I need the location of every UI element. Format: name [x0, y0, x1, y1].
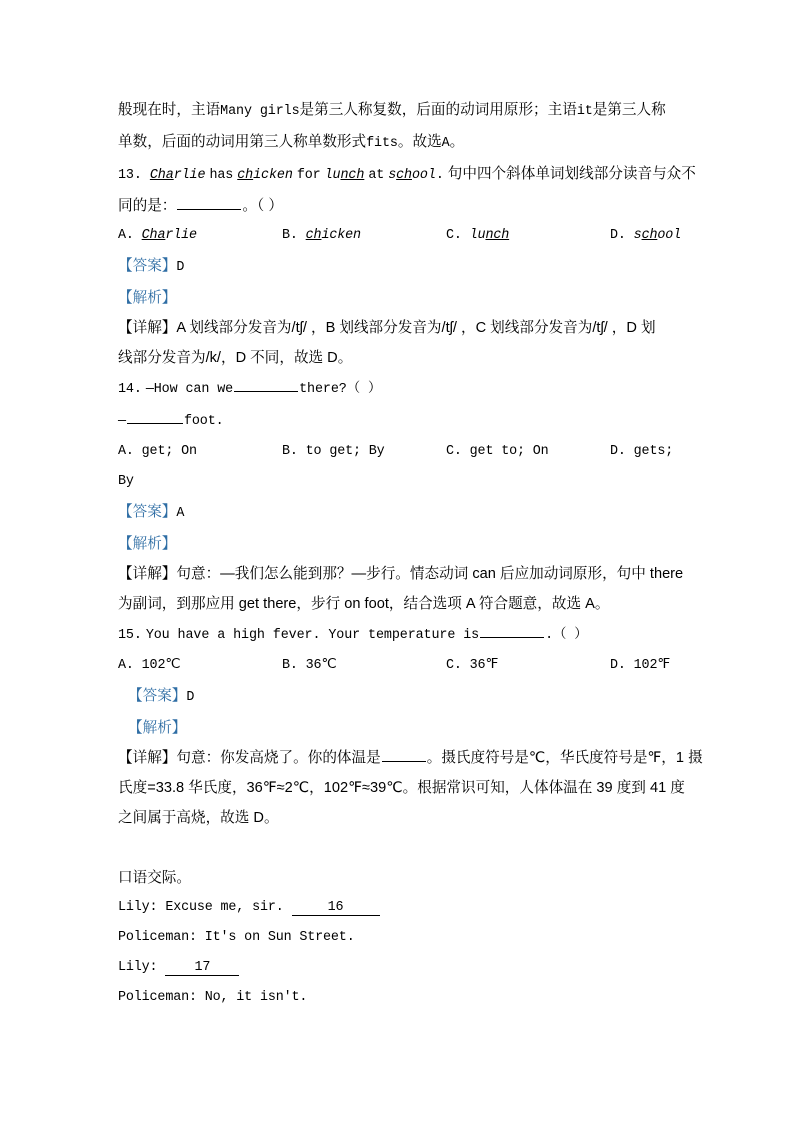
q15-stem-post: .（ ）: [545, 628, 588, 643]
q13-stem-tail: 句中四个斜体单词划线部分读音与众不: [447, 166, 696, 182]
question-15-detail-line2: [118, 773, 685, 803]
section-spacer: [118, 833, 678, 863]
q13-option-a-label: A.: [118, 228, 134, 243]
q12-cont-en-1: Many girls: [220, 104, 300, 119]
question-14-stem-line2: [118, 405, 678, 437]
q14-option-c[interactable]: [446, 437, 549, 467]
q14-option-c-text: get to; On: [469, 444, 549, 459]
q12-cont-text-1: 般现在时，主语: [118, 102, 221, 118]
q13-answer-tag: 【答案】: [118, 258, 177, 274]
q14-stem-pre: —How can we: [145, 382, 234, 397]
q14-option-b-text: to get; By: [305, 444, 385, 459]
q13-option-b-word: chicken: [305, 228, 361, 243]
question-13-analysis: [118, 283, 678, 313]
q13-option-c[interactable]: [446, 221, 509, 251]
q13-word-charlie: Charlie: [149, 168, 206, 183]
question-13-stem-line2: [118, 191, 678, 221]
q15-detail-text-1: 句意：你发高烧了。你的体温是: [176, 750, 381, 766]
q14-detail-text-2: 为副词，到那应用 get there，步行 on foot，结合选项 A 符合题意，故选 A。: [118, 596, 610, 612]
question-15-detail-line3: [118, 803, 678, 833]
q15-option-b[interactable]: [282, 651, 336, 681]
q15-option-d[interactable]: [610, 651, 670, 681]
q15-detail-tag: 【详解】: [118, 750, 177, 766]
q15-option-a-label: A.: [118, 658, 134, 673]
q15-option-b-text: 36℃: [305, 658, 337, 673]
q15-detail-text-1b: 。摄氏度符号是℃，华氏度符号是℉，1 摄: [426, 750, 703, 766]
dialogue-line-3: [118, 953, 678, 983]
q15-option-b-label: B.: [282, 658, 298, 673]
question-13-answer: [118, 251, 678, 283]
q13-number: 13.: [118, 168, 142, 183]
q15-detail-text-2: 氏度=33.8 华氏度，36℉≈2℃，102℉≈39℃。根据常识可知，人体体温在 39 度到 41 度: [118, 780, 685, 796]
question-13-detail-line2: [118, 343, 678, 373]
dialogue-line-1: [118, 893, 678, 923]
q13-option-a-word: Charlie: [141, 228, 197, 243]
dialogue-heading: [118, 863, 678, 893]
q15-option-a[interactable]: [118, 651, 180, 681]
q14-answer-value: A: [176, 506, 185, 521]
dialogue-line-1-speaker: Lily:: [118, 900, 158, 915]
q13-detail-text-1: A 划线部分发音为/tʃ/ ，B 划线部分发音为/tʃ/ ，C 划线部分发音为/tʃ/ ，D 划: [176, 320, 656, 336]
question-15-options: [118, 651, 678, 681]
q15-stem-pre: You have a high fever. Your temperature is: [145, 628, 480, 643]
question-13-detail-line1: [118, 313, 678, 343]
dialogue-line-2-speaker: Policeman:: [118, 930, 197, 945]
q14-stem-line2-pre: —: [118, 414, 126, 429]
q13-detail-text-2: 线部分发音为/k/，D 不同，故选 D。: [118, 350, 353, 366]
q13-stem-line2-after: 。（ ）: [242, 198, 283, 214]
q12-cont-text-3: 是第三人称单: [118, 102, 666, 150]
q12-cont-text-6: 。: [449, 134, 465, 150]
q13-word-school: school: [388, 168, 436, 183]
q13-option-b[interactable]: [282, 221, 361, 251]
question-15-detail-line1: [118, 743, 703, 773]
q15-answer-value: D: [186, 690, 195, 705]
q15-analysis-tag: 【解析】: [128, 720, 187, 736]
dialogue-line-1-text: Excuse me, sir.: [165, 900, 284, 915]
q13-option-a[interactable]: [118, 221, 197, 251]
q14-option-d-wrap: By: [118, 474, 134, 489]
dialogue-blank-17[interactable]: 17: [165, 961, 239, 976]
q15-option-d-label: D.: [610, 658, 626, 673]
dialogue-line-2: [118, 923, 678, 953]
q13-analysis-tag: 【解析】: [118, 290, 177, 306]
dialogue-line-4-text: No, it isn't.: [204, 990, 308, 1005]
question-14-detail-line2: [118, 589, 678, 619]
q14-detail-tag: 【详解】: [118, 566, 177, 582]
q15-option-c-label: C.: [446, 658, 462, 673]
q14-option-d-text: gets;: [633, 444, 674, 459]
q13-answer-value: D: [176, 260, 185, 275]
question-14-stem-line1: [118, 373, 678, 405]
q15-option-d-text: 102℉: [633, 658, 670, 673]
q14-option-a-text: get; On: [141, 444, 197, 459]
q14-option-b[interactable]: [282, 437, 385, 467]
q13-option-b-label: B.: [282, 228, 298, 243]
dialogue-line-2-content: [118, 923, 355, 953]
q13-option-c-word: lunch: [469, 228, 510, 243]
question-15-analysis: [118, 713, 678, 743]
dialogue-line-3-speaker: Lily:: [118, 960, 158, 975]
question-14-options-wrap: [118, 467, 678, 497]
question-14-options: [118, 437, 678, 467]
q14-stem-line2-post: foot.: [183, 414, 224, 429]
q14-answer-tag: 【答案】: [118, 504, 177, 520]
q13-answer-blank[interactable]: [177, 196, 241, 210]
question-13-options: [118, 221, 682, 251]
q13-option-d-word: school: [633, 228, 682, 243]
q15-option-c-text: 36℉: [469, 658, 499, 673]
q14-analysis-tag: 【解析】: [118, 536, 177, 552]
dialogue-heading-text: 口语交际。: [118, 870, 191, 886]
question-13-stem: 13. Charlie has chicken for lunch at school. 句中四个斜体单词划线部分读音与众不: [118, 166, 696, 183]
q12-cont-en-3: fits: [366, 136, 398, 151]
page-content: [118, 95, 703, 1013]
dialogue-line-2-text: It's on Sun Street.: [204, 930, 355, 945]
q13-word-for: for: [296, 168, 321, 183]
q13-word-has: has: [209, 168, 234, 183]
q12-cont-en-2: it: [576, 104, 593, 119]
question-14-answer: [118, 497, 678, 529]
q13-option-d-label: D.: [610, 228, 626, 243]
paragraph-q12-explanation-cont: [118, 95, 678, 159]
question-14-analysis: [118, 529, 678, 559]
q15-option-c[interactable]: [446, 651, 498, 681]
q13-word-chicken: chicken: [237, 168, 293, 183]
q14-option-a[interactable]: [118, 437, 197, 467]
dialogue-line-4-content: [118, 983, 307, 1013]
q15-blank[interactable]: [480, 624, 544, 638]
q13-word-lunch: lunch: [324, 168, 365, 183]
q15-detail-blank: [382, 748, 426, 762]
q13-word-at: at: [368, 168, 385, 183]
dialogue-blank-16[interactable]: 16: [292, 901, 380, 916]
q14-option-b-label: B.: [282, 444, 298, 459]
question-14-detail-line1: [118, 559, 684, 589]
q15-number: 15.: [118, 628, 142, 643]
q14-number: 14.: [118, 382, 142, 397]
dialogue-line-3-content: [118, 953, 239, 983]
q13-option-d[interactable]: [610, 221, 681, 251]
question-15-answer: [118, 681, 678, 713]
q13-stem-line2-cn: 同的是：: [118, 198, 177, 214]
dialogue-line-4: [118, 983, 678, 1013]
q14-blank-2[interactable]: [127, 410, 183, 424]
q14-stem-post: there?（ ）: [299, 382, 382, 397]
q14-option-d[interactable]: [610, 437, 673, 467]
q12-cont-text-4: 数，后面的动词用第三人称单数形式: [132, 134, 367, 150]
q12-cont-text-5: 。故选: [397, 134, 442, 150]
q14-option-d-label: D.: [610, 444, 626, 459]
q14-detail-text-1: 句意：—我们怎么能到那？—步行。情态动词 can 后应加动词原形，句中 there: [176, 566, 684, 582]
q14-blank-1[interactable]: [234, 378, 298, 392]
q15-option-a-text: 102℃: [141, 658, 181, 673]
q14-option-a-label: A.: [118, 444, 134, 459]
q15-detail-text-3: 之间属于高烧，故选 D。: [118, 810, 279, 826]
q13-detail-tag: 【详解】: [118, 320, 177, 336]
question-15-stem: [118, 619, 678, 651]
q13-option-c-label: C.: [446, 228, 462, 243]
dialogue-line-1-content: [118, 893, 380, 923]
q12-cont-text-2: 是第三人称复数，后面的动词用原形；主语: [299, 102, 577, 118]
q12-cont-en-4: A: [441, 136, 450, 151]
dialogue-line-4-speaker: Policeman:: [118, 990, 197, 1005]
q14-option-c-label: C.: [446, 444, 462, 459]
q15-answer-tag: 【答案】: [128, 688, 187, 704]
